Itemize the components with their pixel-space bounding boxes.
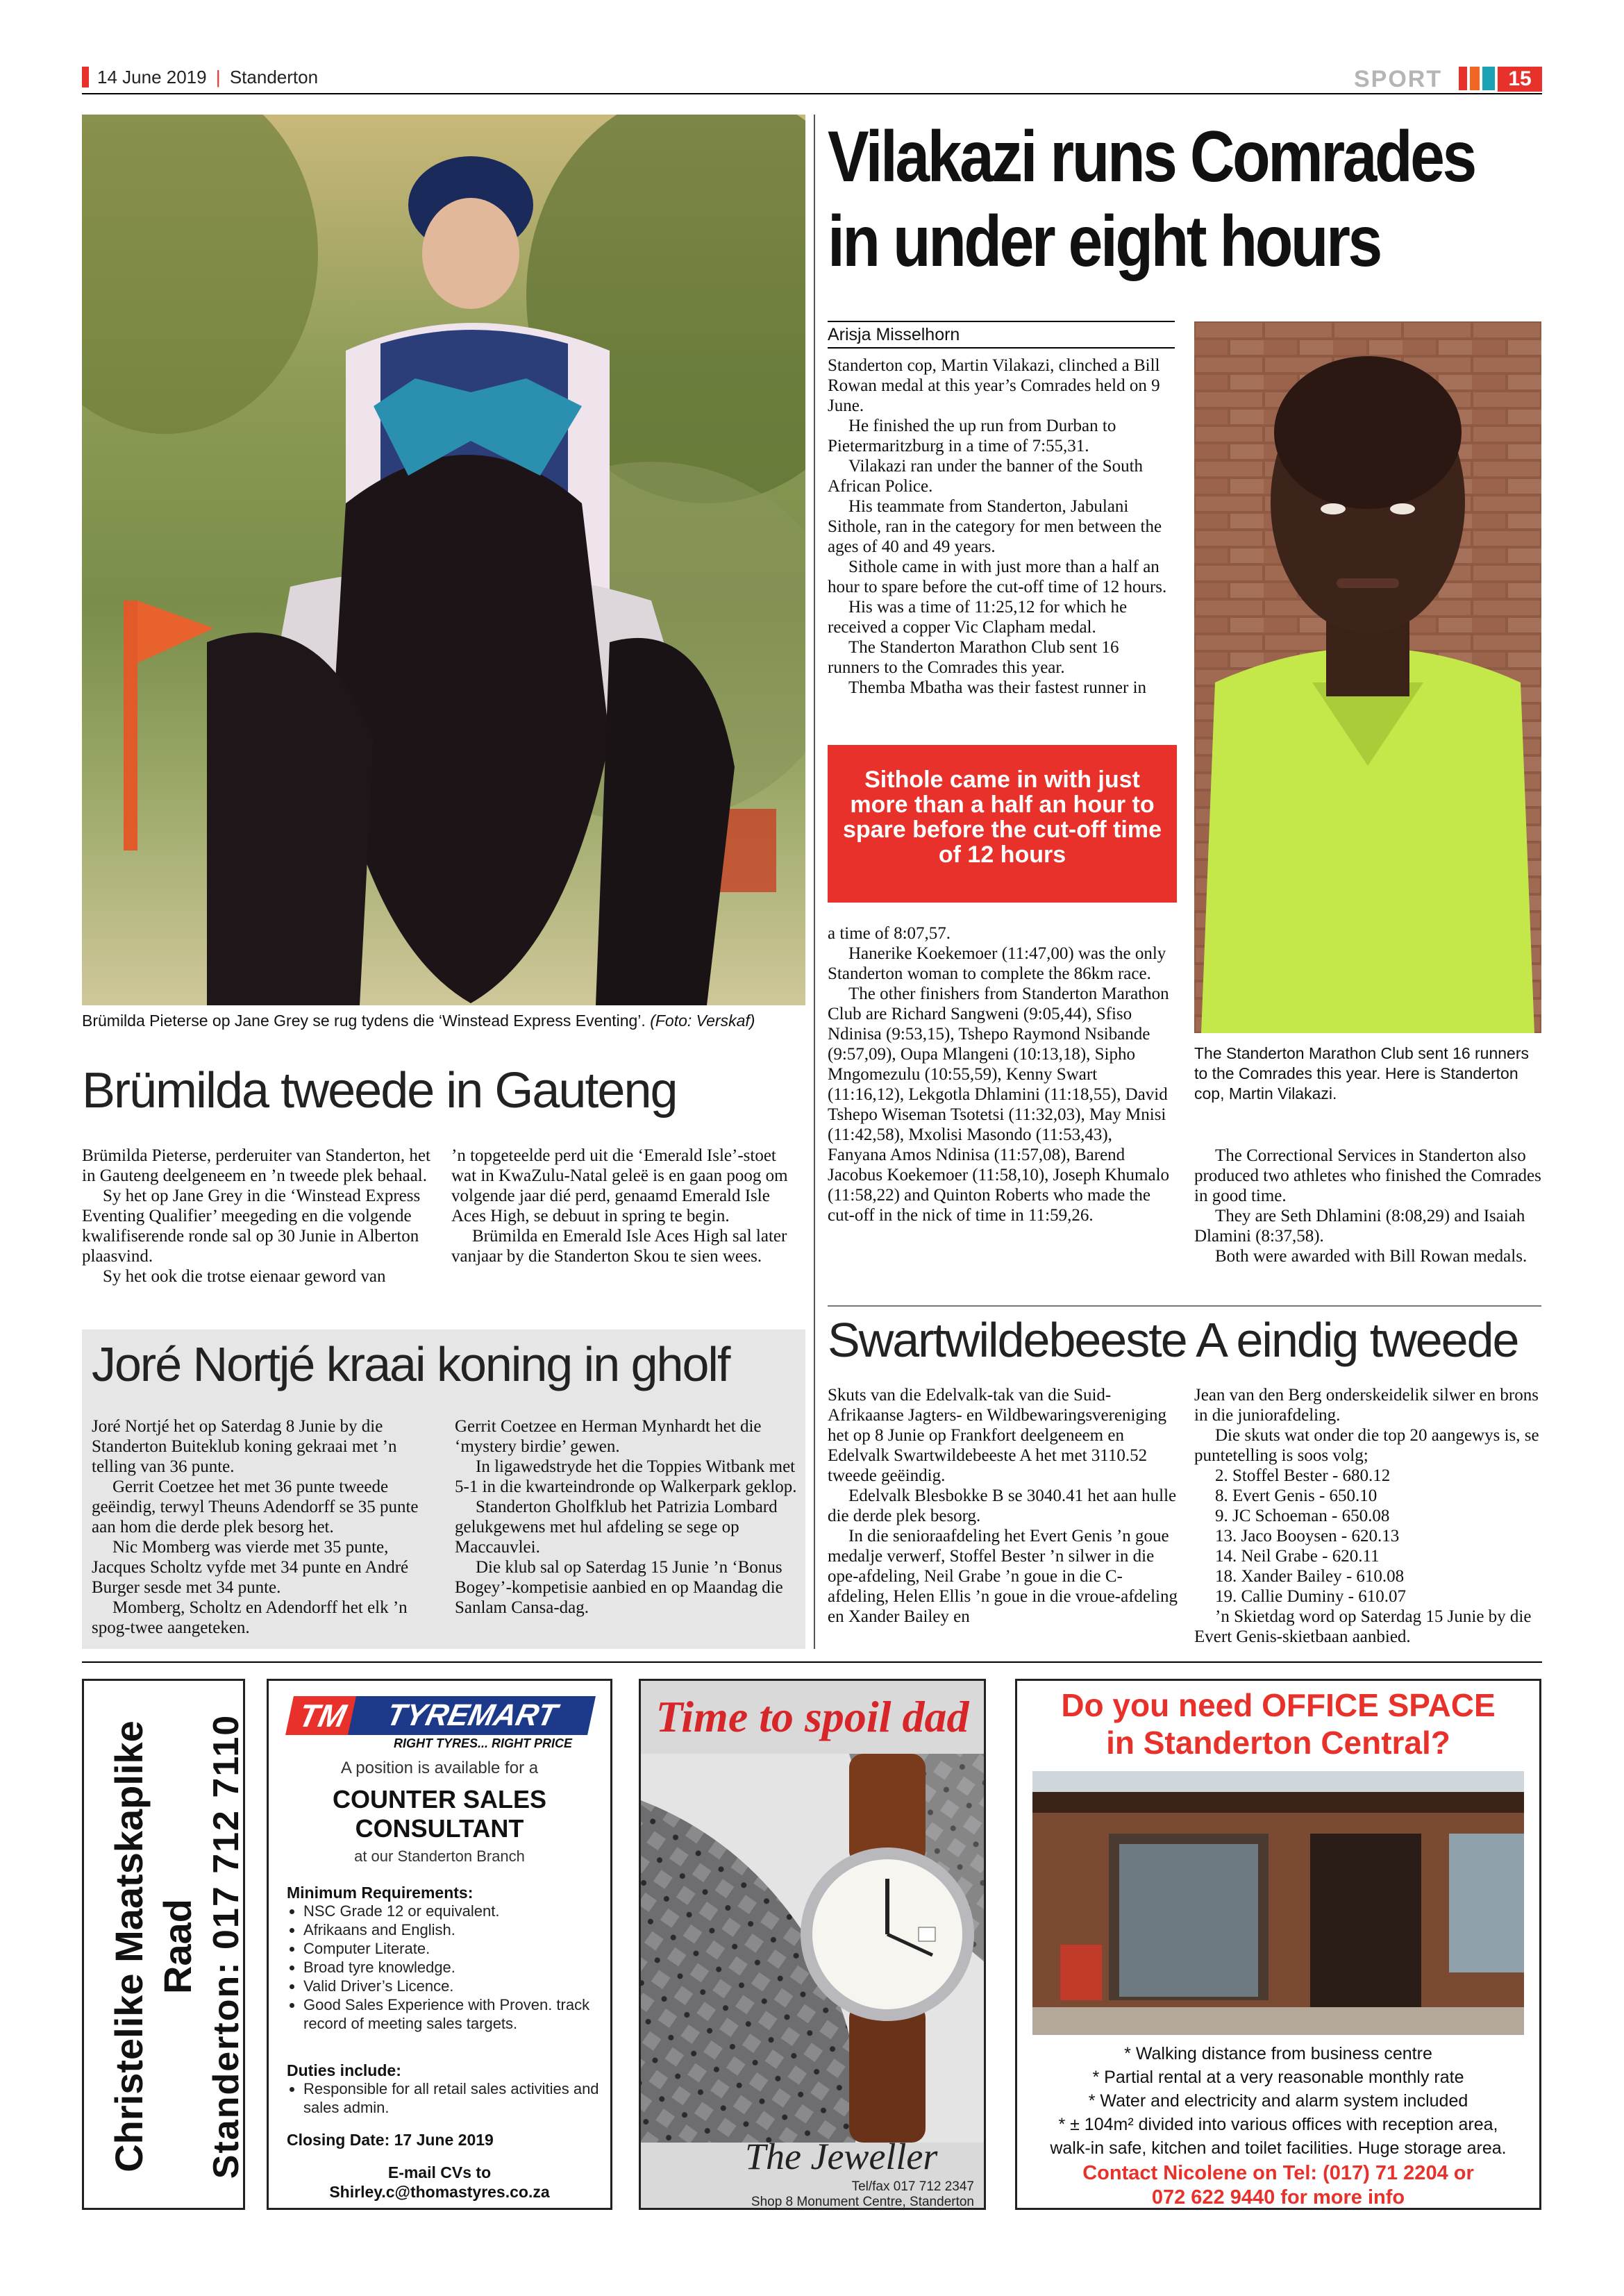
shooting-paragraph: In die senioraafdeling het Evert Genis ’n goue medalje verwerf, Stoffel Bester ’n silwer in die ope-afdeling, Neil Grabe ’n goue in die C-afdeling, Helen Ellis ’n goue in die vroue-afdeling en Xander Bailey en xyxy=(828,1527,1178,1626)
tyremart-email-block xyxy=(269,2163,610,2202)
comrades-paragraph: Themba Mbatha was their fastest runner in xyxy=(848,678,1147,697)
church-ad-name: Christelike Maatskaplike Raad xyxy=(107,1720,199,2172)
office-building-photo xyxy=(1032,1771,1524,2035)
comrades-paragraph: His was a time of 11:25,12 for which he received a copper Vic Clapham medal. xyxy=(828,598,1128,637)
comrades-paragraph: He finished the up run from Durban to Pietermaritzburg in a time of 7:55,31. xyxy=(828,417,1116,455)
gauteng-paragraph: ’n topgeteelde perd uit die ‘Emerald Isle’-stoet wat in KwaZulu-Natal geleë is en gaan poog om volgende jaar dié perd, genaamd Emerald Isle Aces High, se debuut in spring te begin. xyxy=(451,1146,788,1225)
column-divider xyxy=(814,115,815,1649)
gauteng-paragraph: Brümilda Pieterse, perderuiter van Standerton, het in Gauteng deelgeneem en ’n tweede plek behaal. xyxy=(82,1146,430,1185)
church-ad-phone: Standerton: 017 712 7110 xyxy=(206,1713,246,2179)
gauteng-headline: Brümilda tweede in Gauteng xyxy=(82,1063,677,1118)
ads-rule xyxy=(82,1661,1542,1663)
golf-paragraph: Nic Momberg was vierde met 35 punte, Jacques Scholtz vyfde met 34 punte en André Burger sesde met 34 punte. xyxy=(92,1538,409,1597)
shooting-paragraph: Jean van den Berg onderskeidelik silwer en brons in die juniorafdeling. xyxy=(1194,1386,1539,1425)
duty-item: • Responsible for all retail sales activities and sales admin. xyxy=(303,2079,609,2117)
header-red-marker xyxy=(82,67,89,87)
shooting-paragraph: Edelvalk Blesbokke B se 3040.41 het aan hulle die derde plek besorg. xyxy=(828,1486,1177,1525)
vilakazi-photo xyxy=(1194,321,1541,1033)
comrades-paragraph: Hanerike Koekemoer (11:47,00) was the only Standerton woman to complete the 86km race. xyxy=(828,944,1166,983)
tyremart-position-line-2: CONSULTANT xyxy=(355,1814,524,1843)
header-date: 14 June 2019 xyxy=(97,67,207,87)
comrades-paragraph: The other finishers from Standerton Marathon Club are Richard Sangweni (9:05,44), Sfiso Ndinisa (9:53,15), Tshepo Raymond Nsibande (9:57,09), Oupa Mlangeni (10:13,18), Sipho Mngomezulu (10:55,59), Kenny Swart (11:16,12), Lekgotla Dhlamini (11:18,55), David Tshepo Wiseman Tsotetsi (11:32,03), May Mnisi (11:42,58), Mxolisi Masondo (11:53,43), Fanyana Amos Ndinisa (11:57,08), Barend Jacobus Koekemoer (11:58,10), Joseph Khumalo (11:58,22) and Quinton Roberts who made the cut-off in the nick of time in 11:59,26. xyxy=(828,984,1170,1225)
watch-illustration xyxy=(641,1754,984,2143)
rider-photo-caption xyxy=(82,1011,805,1030)
tyremart-branch: at our Standerton Branch xyxy=(354,1847,525,1865)
golf-paragraph: Gerrit Coetzee het met 36 punte tweede geëindig, terwyl Theuns Adendorff se 35 punte aan hom die derde plek besorg het. xyxy=(92,1477,419,1536)
tyremart-position-line-1: COUNTER SALES xyxy=(332,1785,547,1813)
shooting-paragraph: Die skuts wat onder die top 20 aangewys is, se puntetelling is soos volg; xyxy=(1194,1426,1539,1465)
tyremart-intro: A position is available for a xyxy=(340,1759,539,1777)
vilakazi-photo-illustration xyxy=(1194,321,1541,1033)
comrades-headline-line-2: in under eight hours xyxy=(828,201,1380,282)
comrades-paragraph: Vilakazi ran under the banner of the South African Police. xyxy=(828,457,1144,496)
golf-paragraph: In ligawedstryde het die Toppies Witbank met 5-1 in die kwarteindronde op Walkerpark geklop. xyxy=(455,1457,797,1496)
office-bullet: walk-in safe, kitchen and toilet facilities. Huge storage area. xyxy=(1050,2138,1507,2158)
tyremart-position xyxy=(269,1785,610,1843)
shooting-score: 8. Evert Genis - 650.10 xyxy=(1215,1486,1378,1505)
church-ad xyxy=(82,1679,245,2210)
golf-paragraph: Gerrit Coetzee en Herman Mynhardt het die ‘mystery birdie’ gewen. xyxy=(455,1417,762,1456)
comrades-paragraph: The Correctional Services in Standerton also produced two athletes who finished the Comrades in good time. xyxy=(1194,1146,1541,1205)
requirement-item: • Afrikaans and English. xyxy=(303,1920,609,1939)
office-headline-em: OFFICE SPACE xyxy=(1262,1687,1496,1723)
comrades-pullquote xyxy=(828,745,1177,903)
requirement-item: • Broad tyre knowledge. xyxy=(303,1958,609,1977)
office-ad-contact xyxy=(1017,2161,1539,2210)
office-bullet: * Water and electricity and alarm system included xyxy=(1088,2091,1468,2111)
header-separator: | xyxy=(215,67,221,87)
section-marker-teal xyxy=(1482,67,1495,90)
comrades-headline xyxy=(828,115,1475,284)
tyremart-email-address[interactable]: Shirley.c@thomastyres.co.za xyxy=(329,2183,550,2201)
tyremart-requirements-title: Minimum Requirements: xyxy=(287,1884,474,1902)
office-ad xyxy=(1015,1679,1541,2210)
shooting-headline: Swartwildebeeste A eindig tweede xyxy=(828,1313,1518,1367)
office-ad-headline xyxy=(1017,1686,1539,1761)
shooting-column-1 xyxy=(828,1385,1178,1627)
office-bullet: * Walking distance from business centre xyxy=(1124,2044,1432,2063)
office-bullet: * Partial rental at a very reasonable monthly rate xyxy=(1092,2068,1464,2087)
comrades-column-right xyxy=(1194,1146,1541,1266)
comrades-paragraph: Both were awarded with Bill Rowan medals. xyxy=(1215,1247,1527,1266)
office-headline-line-1 xyxy=(1017,1686,1539,1724)
golf-column-2 xyxy=(455,1416,798,1618)
tyremart-requirements-list xyxy=(287,1902,609,2033)
header-rule xyxy=(82,93,1542,94)
tyremart-slogan: RIGHT TYRES... RIGHT PRICE xyxy=(394,1736,573,1750)
gauteng-paragraph: Sy het ook die trotse eienaar geword van xyxy=(103,1267,386,1286)
gauteng-paragraph: Brümilda en Emerald Isle Aces High sal later vanjaar by die Standerton Skou te sien wees. xyxy=(451,1227,787,1266)
shooting-score: 19. Callie Duminy - 610.07 xyxy=(1215,1587,1406,1606)
comrades-paragraph: His teammate from Standerton, Jabulani Sithole, ran in the category for men between the ages of 40 and 49 years. xyxy=(828,497,1162,556)
office-headline-pre: Do you need xyxy=(1061,1687,1262,1723)
gauteng-column-1 xyxy=(82,1146,436,1287)
golf-column-1 xyxy=(92,1416,439,1638)
rider-caption-credit: (Foto: Verskaf) xyxy=(650,1012,755,1030)
tyremart-logo-tm: TM xyxy=(285,1696,360,1735)
byline-rule-top xyxy=(828,321,1175,322)
tyremart-ad xyxy=(267,1679,612,2210)
jeweller-ad xyxy=(639,1679,986,2210)
shooting-column-2 xyxy=(1194,1385,1541,1647)
tyremart-closing-date: Closing Date: 17 June 2019 xyxy=(287,2131,494,2149)
jeweller-phone: Tel/fax 017 712 2347 xyxy=(851,2179,974,2194)
comrades-column-bottom xyxy=(828,923,1175,1225)
byline-rule-bottom xyxy=(828,347,1175,349)
section-marker-red xyxy=(1459,67,1467,90)
jeweller-ad-title: Time to spoil dad xyxy=(655,1692,969,1741)
pullquote-text: Sithole came in with just more than a half an hour to spare before the cut-off time of 12 hours xyxy=(842,766,1162,868)
shooting-score: 13. Jaco Booysen - 620.13 xyxy=(1215,1527,1400,1545)
requirement-item: • Computer Literate. xyxy=(303,1939,609,1958)
rider-photo xyxy=(82,115,805,1005)
jeweller-brand: The Jeweller xyxy=(745,2136,938,2177)
comrades-paragraph: Standerton cop, Martin Vilakazi, clinched a Bill Rowan medal at this year’s Comrades held on 9 June. xyxy=(828,356,1160,415)
office-contact-line-1: Contact Nicolene on Tel: (017) 71 2204 or xyxy=(1082,2162,1474,2184)
office-contact-line-2: 072 622 9440 for more info xyxy=(1151,2186,1405,2209)
golf-paragraph: Momberg, Scholtz en Adendorff het elk ’n spog-twee aangeteken. xyxy=(92,1598,408,1637)
header-dateline xyxy=(97,67,318,87)
golf-paragraph: Die klub sal op Saterdag 15 Junie ’n ‘Bonus Bogey’-kompetisie aanbied en op Maandag die Sanlam Cansa-dag. xyxy=(455,1558,783,1617)
shooting-rule-top xyxy=(828,1305,1541,1307)
church-ad-text xyxy=(84,1681,247,2212)
tyremart-logo-name: TYREMART xyxy=(348,1696,596,1735)
vilakazi-photo-caption: The Standerton Marathon Club sent 16 runners to the Comrades this year. Here is Standerton cop, Martin Vilakazi. xyxy=(1194,1044,1530,1103)
golf-paragraph: Standerton Gholfklub het Patrizia Lombard gelukgewens met hul afdeling se sege op Maccauvlei. xyxy=(455,1498,778,1557)
comrades-headline-line-1: Vilakazi runs Comrades xyxy=(828,117,1475,197)
tyremart-duties-title: Duties include: xyxy=(287,2061,401,2079)
tyremart-email-label: E-mail CVs to xyxy=(387,2163,492,2181)
golf-paragraph: Joré Nortjé het op Saterdag 8 Junie by die Standerton Buiteklub koning gekraai met ’n telling van 36 punte. xyxy=(92,1417,397,1476)
golf-headline: Joré Nortjé kraai koning in gholf xyxy=(92,1337,730,1391)
gauteng-column-2 xyxy=(451,1146,805,1266)
rider-photo-illustration xyxy=(82,115,805,1005)
comrades-byline: Arisja Misselhorn xyxy=(828,325,960,344)
header-paper: Standerton xyxy=(229,67,319,87)
requirement-item: • Good Sales Experience with Proven. track record of meeting sales targets. xyxy=(303,1995,609,2033)
shooting-paragraph: Skuts van die Edelvalk-tak van die Suid-Afrikaanse Jagters- en Wildbewaringsvereniging het op 8 Junie op Frankfort deelgeneem en Edelvalk Swartwildebeeste A het met 3110.52 tweede geëindig. xyxy=(828,1386,1166,1485)
tyremart-logo xyxy=(290,1696,592,1750)
shooting-score: 18. Xander Bailey - 610.08 xyxy=(1215,1567,1405,1586)
shooting-score: 14. Neil Grabe - 620.11 xyxy=(1215,1547,1380,1566)
comrades-paragraph: Sithole came in with just more than a half an hour to spare before the cut-off time of 12 hours. xyxy=(828,558,1167,596)
requirement-item: • NSC Grade 12 or equivalent. xyxy=(303,1902,609,1920)
tyremart-duties-list xyxy=(287,2079,609,2117)
section-marker-orange xyxy=(1470,67,1480,90)
office-headline-line-2: in Standerton Central? xyxy=(1106,1725,1450,1761)
shooting-score: 9. JC Schoeman - 650.08 xyxy=(1215,1507,1390,1525)
requirement-item: • Valid Driver’s Licence. xyxy=(303,1977,609,1995)
comrades-column-top xyxy=(828,355,1175,728)
shooting-paragraph: ’n Skietdag word op Saterdag 15 Junie by die Evert Genis-skietbaan aanbied. xyxy=(1194,1607,1532,1646)
shooting-score: 2. Stoffel Bester - 680.12 xyxy=(1215,1466,1391,1485)
office-ad-bullets xyxy=(1017,2042,1539,2160)
comrades-paragraph: a time of 8:07,57. xyxy=(828,924,951,943)
page-number: 15 xyxy=(1498,67,1542,92)
gauteng-paragraph: Sy het op Jane Grey in die ‘Winstead Express Eventing Qualifier’ meegeding en die volgende kwalifiserende ronde sal op 30 Junie in Alberton plaasvind. xyxy=(82,1187,421,1266)
office-bullet: * ± 104m² divided into various offices with reception area, xyxy=(1058,2115,1498,2134)
rider-caption-text: Brümilda Pieterse op Jane Grey se rug tydens die ‘Winstead Express Eventing’. xyxy=(82,1012,646,1030)
comrades-paragraph: The Standerton Marathon Club sent 16 runners to the Comrades this year. xyxy=(828,638,1119,677)
section-label: SPORT xyxy=(1354,66,1443,92)
jeweller-address: Shop 8 Monument Centre, Standerton xyxy=(751,2195,974,2209)
comrades-paragraph: They are Seth Dhlamini (8:08,29) and Isaiah Dlamini (8:37,58). xyxy=(1194,1207,1525,1246)
